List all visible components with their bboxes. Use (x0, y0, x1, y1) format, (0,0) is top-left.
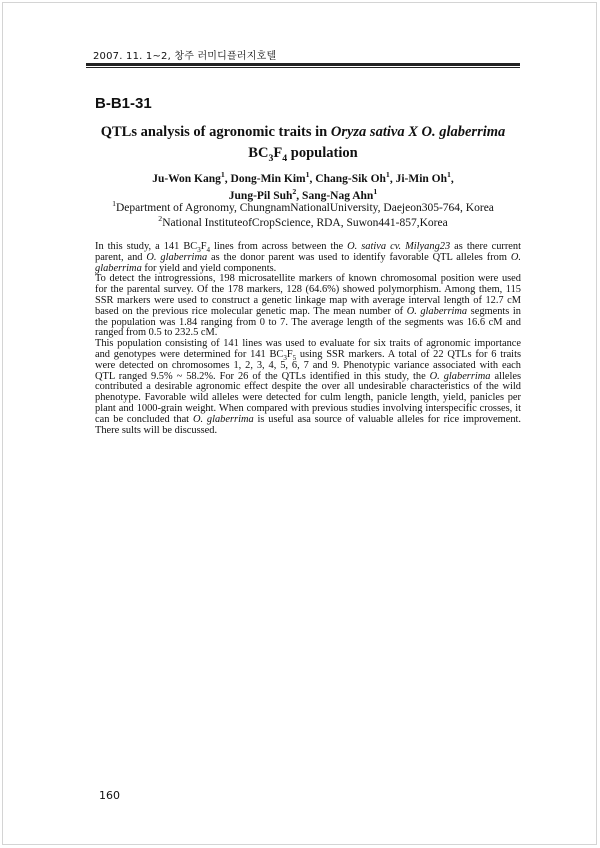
affiliation: $^1$Department of Agronomy, ChungnamNationalUniversity, Daejeon305-764, Korea (112, 199, 494, 214)
author: Jung-Pil Suh$^2$, (228, 187, 303, 202)
page-number: 160 (99, 789, 120, 802)
paragraph-1: In this study, a 141 $BC_3F_4$ lines from across between the O. sativa cv. Milyang23 as there current parent, and O. glaberrima as the donor parent was used to identify favorable QTL alleles from O. glaberrima for yield and yield components. (95, 241, 522, 274)
title-species-1: Oryza sativa (330, 124, 405, 140)
title-species-2: O. glaberrima (421, 124, 506, 140)
author: Chang-Sik Oh$^1$, (315, 170, 396, 185)
title-cross: X (404, 124, 422, 140)
author-list (86, 171, 520, 205)
abstract-body (95, 242, 521, 436)
author-line-1 (86, 171, 520, 188)
title-text: QTLs analysis of agronomic traits in (100, 124, 331, 140)
title-f: F (273, 145, 283, 161)
header-rule-thin (86, 67, 520, 68)
title-line-2 (86, 143, 520, 164)
paragraph-3: This population consisting of 141 lines was used to evaluate for six traits of agronomic importance and genotypes were determined for 141 $BC_3F_5$ using SSR markers. A total of 22 QTLs for 6 traits were detected on chromosomes 1, 2, 3, 4, 5, 6, 7 and 9. Phenotypic variance associated with each QTL ranged 9.5% ~ 58.2%. For 26 of the QTLs identified in this study, the O. glaberrima alleles contributed a desirable agronomic effect despite the over all undesirable characteristics of the wild phenotype. Favorable wild alleles were detected for culm length, panicle length, yield, panicles per plant and 1000-grain weight. When compared with previous studies involving interspecific crosses, it can be concluded that O. glaberrima is useful asa source of valuable alleles for rice improvement. There sults will be discussed. (95, 338, 521, 436)
affiliation: $^2$National InstituteofCropScience, RDA, Suwon441-857,Korea (158, 214, 448, 229)
abstract-id: B-B1-31 (95, 95, 152, 112)
author: Ju-Won Kang$^1$, (152, 170, 231, 185)
title-bc: BC (248, 145, 269, 161)
title-sub: 4 (282, 152, 288, 164)
paper-title (86, 122, 520, 164)
author: Ji-Min Oh$^1$, (395, 170, 454, 185)
author: Sang-Nag Ahn$^1$ (302, 187, 378, 202)
title-sub: 3 (268, 152, 274, 164)
author: Dong-Min Kim$^1$, (230, 170, 316, 185)
affiliations (86, 201, 520, 231)
title-line-1 (86, 122, 520, 143)
paragraph-2: To detect the introgressions, 198 microsatellite markers of known chromosomal position were used for the parental survey. Of the 178 markers, 128 (64.6%) showed polymorphism. Among them, 115 SSR markers were used to construct a genetic linkage map with average interval length of 12.7 cM based on the previous rice molecular genetic map. The mean number of O. glaberrima segments in the population was 1.84 ranging from 0 to 7. The average length of the segments was 16.6 cM and ranged from 0.5 to 232.5 cM. (95, 273, 521, 339)
running-header: 2007. 11. 1~2, 창주 러미디플러지호텔 (93, 51, 277, 62)
title-population: population (287, 145, 358, 161)
header-rule (86, 63, 520, 66)
